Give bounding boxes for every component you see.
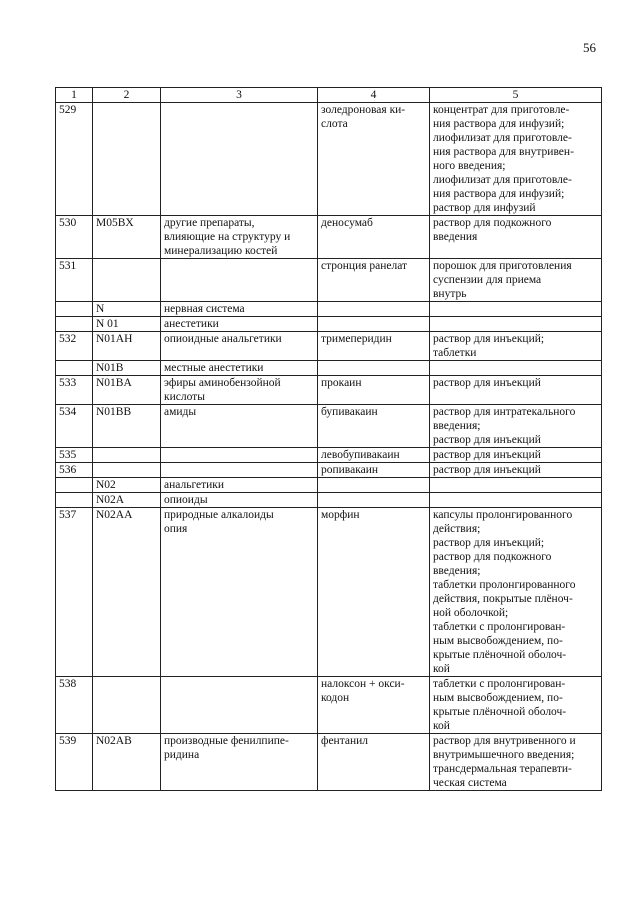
drug-name-cell: бупивакаин bbox=[318, 405, 430, 448]
atc-code-cell: N01BA bbox=[93, 376, 161, 405]
drug-name-cell: золедроновая ки- слота bbox=[318, 103, 430, 216]
drug-name-cell: морфин bbox=[318, 508, 430, 677]
group-name-cell: другие препараты, влияющие на структуру и минерализацию костей bbox=[161, 216, 318, 259]
group-name-cell: амиды bbox=[161, 405, 318, 448]
group-name-cell: местные анестетики bbox=[161, 361, 318, 376]
dosage-forms-cell: таблетки с пролонгирован- ным высвобождением, по- крытые плёночной оболоч- кой bbox=[430, 677, 602, 734]
atc-code-cell bbox=[93, 677, 161, 734]
drug-name-cell: прокаин bbox=[318, 376, 430, 405]
table-row bbox=[56, 463, 602, 478]
drug-name-cell: фентанил bbox=[318, 734, 430, 791]
table-row bbox=[56, 508, 602, 677]
dosage-forms-cell: раствор для внутривенного и внутримышечного введения; трансдермальная терапевти- ческая система bbox=[430, 734, 602, 791]
group-name-cell bbox=[161, 103, 318, 216]
table-row bbox=[56, 677, 602, 734]
row-number-cell bbox=[56, 317, 93, 332]
atc-code-cell: N01BB bbox=[93, 405, 161, 448]
table-row bbox=[56, 302, 602, 317]
dosage-forms-cell: раствор для инъекций bbox=[430, 463, 602, 478]
dosage-forms-cell: раствор для подкожного введения bbox=[430, 216, 602, 259]
dosage-forms-cell bbox=[430, 493, 602, 508]
atc-code-cell: N01AH bbox=[93, 332, 161, 361]
drug-name-cell: левобупивакаин bbox=[318, 448, 430, 463]
drug-name-cell: ропивакаин bbox=[318, 463, 430, 478]
group-name-cell bbox=[161, 677, 318, 734]
drug-name-cell: тримеперидин bbox=[318, 332, 430, 361]
row-number-cell: 539 bbox=[56, 734, 93, 791]
row-number-cell: 533 bbox=[56, 376, 93, 405]
table-row bbox=[56, 448, 602, 463]
row-number-cell: 537 bbox=[56, 508, 93, 677]
drug-name-cell bbox=[318, 302, 430, 317]
table-row bbox=[56, 103, 602, 216]
table-row bbox=[56, 493, 602, 508]
drug-name-cell: налоксон + окси- кодон bbox=[318, 677, 430, 734]
atc-code-cell bbox=[93, 259, 161, 302]
page-number: 56 bbox=[583, 40, 596, 55]
dosage-forms-cell: раствор для инъекций bbox=[430, 448, 602, 463]
dosage-forms-cell bbox=[430, 478, 602, 493]
header-cell-3: 3 bbox=[161, 88, 318, 103]
atc-code-cell: N02A bbox=[93, 493, 161, 508]
dosage-forms-cell bbox=[430, 317, 602, 332]
group-name-cell: эфиры аминобензойной кислоты bbox=[161, 376, 318, 405]
atc-code-cell bbox=[93, 448, 161, 463]
group-name-cell bbox=[161, 463, 318, 478]
table-header-row bbox=[56, 88, 602, 103]
atc-code-cell bbox=[93, 103, 161, 216]
group-name-cell: анальгетики bbox=[161, 478, 318, 493]
dosage-forms-cell bbox=[430, 302, 602, 317]
atc-code-cell: N02AB bbox=[93, 734, 161, 791]
table-body bbox=[56, 103, 602, 791]
row-number-cell: 538 bbox=[56, 677, 93, 734]
atc-code-cell: N02AA bbox=[93, 508, 161, 677]
header-cell-5: 5 bbox=[430, 88, 602, 103]
atc-code-cell: N01B bbox=[93, 361, 161, 376]
table-row bbox=[56, 332, 602, 361]
atc-code-cell: M05BX bbox=[93, 216, 161, 259]
dosage-forms-cell: капсулы пролонгированного действия; раствор для инъекций; раствор для подкожного введения; таблетки пролонгированного действия, покрытые плёноч- ной оболочкой; таблетки с пролонгирован- ным высвобождением, по- крытые плёночной оболоч- кой bbox=[430, 508, 602, 677]
row-number-cell: 534 bbox=[56, 405, 93, 448]
drug-name-cell bbox=[318, 317, 430, 332]
row-number-cell bbox=[56, 493, 93, 508]
table-row bbox=[56, 405, 602, 448]
atc-code-cell: N02 bbox=[93, 478, 161, 493]
table-row bbox=[56, 478, 602, 493]
group-name-cell: нервная система bbox=[161, 302, 318, 317]
table-row bbox=[56, 376, 602, 405]
dosage-forms-cell: раствор для инъекций bbox=[430, 376, 602, 405]
row-number-cell bbox=[56, 478, 93, 493]
group-name-cell: природные алкалоиды опия bbox=[161, 508, 318, 677]
row-number-cell: 529 bbox=[56, 103, 93, 216]
header-cell-1: 1 bbox=[56, 88, 93, 103]
drug-name-cell: стронция ранелат bbox=[318, 259, 430, 302]
atc-code-cell bbox=[93, 463, 161, 478]
atc-code-cell: N bbox=[93, 302, 161, 317]
dosage-forms-cell bbox=[430, 361, 602, 376]
table-row bbox=[56, 317, 602, 332]
drug-name-cell bbox=[318, 493, 430, 508]
row-number-cell: 535 bbox=[56, 448, 93, 463]
dosage-forms-cell: раствор для интратекального введения; раствор для инъекций bbox=[430, 405, 602, 448]
row-number-cell bbox=[56, 361, 93, 376]
atc-code-cell: N 01 bbox=[93, 317, 161, 332]
table-row bbox=[56, 734, 602, 791]
row-number-cell: 536 bbox=[56, 463, 93, 478]
row-number-cell: 530 bbox=[56, 216, 93, 259]
row-number-cell: 531 bbox=[56, 259, 93, 302]
group-name-cell: производные фенилпипе- ридина bbox=[161, 734, 318, 791]
group-name-cell: опиоиды bbox=[161, 493, 318, 508]
dosage-forms-cell: концентрат для приготовле- ния раствора для инфузий; лиофилизат для приготовле- ния раствора для внутривен- ного введения; лиофилизат для приготовле- ния раствора для инфузий; раствор для инфузий bbox=[430, 103, 602, 216]
drug-name-cell bbox=[318, 361, 430, 376]
group-name-cell: опиоидные анальгетики bbox=[161, 332, 318, 361]
drug-name-cell bbox=[318, 478, 430, 493]
group-name-cell bbox=[161, 448, 318, 463]
group-name-cell bbox=[161, 259, 318, 302]
table-row bbox=[56, 361, 602, 376]
header-cell-4: 4 bbox=[318, 88, 430, 103]
group-name-cell: анестетики bbox=[161, 317, 318, 332]
dosage-forms-cell: порошок для приготовления суспензии для приема внутрь bbox=[430, 259, 602, 302]
header-cell-2: 2 bbox=[93, 88, 161, 103]
drug-name-cell: деносумаб bbox=[318, 216, 430, 259]
row-number-cell bbox=[56, 302, 93, 317]
row-number-cell: 532 bbox=[56, 332, 93, 361]
drug-table bbox=[55, 87, 602, 791]
table-row bbox=[56, 259, 602, 302]
dosage-forms-cell: раствор для инъекций; таблетки bbox=[430, 332, 602, 361]
table-row bbox=[56, 216, 602, 259]
